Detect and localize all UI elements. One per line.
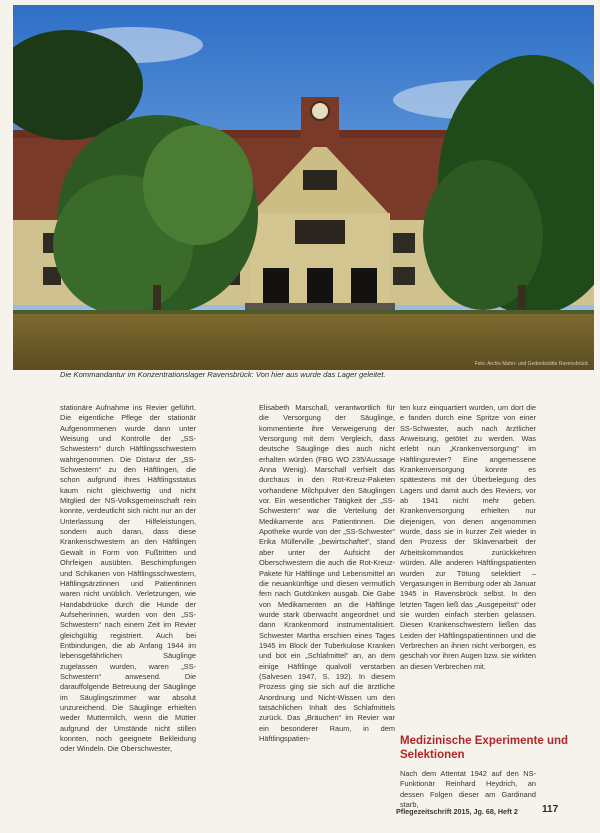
text-column-2 — [259, 403, 395, 803]
text-column-1 — [60, 403, 196, 803]
photo-caption: Die Kommandantur im Konzentrationslager Ravensbrück: Von hier aus wurde das Lager geleitet. — [60, 370, 386, 379]
column-3-text: ten kurz einquartiert wurden, um dort die e fanden durch eine Spritze von einer SS-Schwester, auch nach ärztlicher Anweisung, getötet zu werden. Was erlebt nun „Krankenversorgung“ im Häftlingsrevier? Eine angemessene Krankenversorgung konnte es spätestens mit der Überbelegung des Lagers und damit auch des Reviers, vor ab 1941 nicht mehr geben. Krankenversorgung erhielten nur diejenigen, von denen angenommen wurde, dass sie in kurzer Zeit wieder in den Prozess der Sklavenarbeit der Arbeitskommandos zurückkehren würden. Alle anderen Häftlingspatienten wurden zur Tötung selektiert – Vergasungen in Bernburg oder ab Januar 1945 in Ravensbrück selbst. In den letzten Tagen ließ das „Ausgepeitst“ oder sie wurden einfach sterben gelassen. Diesen Krankenschwestern ließen das Leiden der Häftlingspatientinnen und die Verbrechen an ihnen nicht verborgen, es geschah vor ihren Augen bzw. sie wirkten an diesen Verbrechen mit. — [400, 403, 536, 671]
column-2-text: Elisabeth Marschall, verantwortlich für die Versorgung der Säuglinge, kommentierte ihre Verweigerung der Versorgung mit dem Vergleich, dass deutsche Säuglinge dies auch nicht erhalten würden (FBG WO 235/Aussage Anna Wenig). Marschall verhielt das durchaus in den Rot-Kreuz-Paketen vorhandene Milchpulver den Säuglingen vor. Ein wesentlicher Tätigkeit der „SS-Schwestern“ war die Verteilung der Medikamente ans Patientinnen. Die Apotheke wurde von der „SS-Schwester“ Erika Müllerville „bewirtschaftet“, stand aber unter der Aufsicht der Oberschwestern die auch die Rot-Kreuz-Pakete für Häftlinge und Lebensmittel an die neuankünftige und diesen vermutlich fern nach Gutdünken ausgab. Die Gabe von Medikamenten an die Häftlinge wurde stark überwacht angeordnet und dann Krankenmord instrumentalisiert. Schwester Martha erschien eines Tages 1945 im Block der Tuberkulose Kranken und bot ein „Schlafmittel“ an, an dem einige Häftlinge qualvoll verstarben (Salvesen 1947, S. 192). In diesem Prozess ging sie sich auf die ärztliche Anordnung und Nicht-Wissen um den tatsächlichen Inhalt des Schlafmittels zurück. Das „Bräuchen“ im Revier war ein besonderer Raum, in dem Häftlingspatien- — [259, 403, 395, 743]
section-heading: Medizinische Experimente und Selektionen — [400, 735, 569, 761]
column-1-text: stationäre Aufnahme ins Revier geführt. Die eigentliche Pflege der stationär Aufgenommenen wurde dann unter Weisung und Kontrolle der „SS-Schwestern“ durch Häftlingsschwestern wahrgenommen. Die Distanz der „SS-Schwestern“ zu den Häftlingen, die schon aufgrund ihres Häftlingsstatus kaum nicht gleichwertig und nicht Mitglied der NS-Volksgemeinschaft rein konnte, verdeutlicht sich nicht nur an der Unterlassung der Hilfeleistungen, sondern auch daran, dass diese Krankenschwestern an den Häftlingen Gewalt in Form von Fußtritten und Ohrfeigen ausübten. Beschimpfungen und Schikanen von Häftlingsschwestern, Häftlingsärztinnen und Patientinnen waren nicht unüblich. Verletzungen, wie Handabdrücke durch die Hunde der Aufseherinnen, wurden von den „SS-Schwestern“ nach einem Zeit im Revier gleichgültig registriert. Auch bei Entbindungen, die ab Anfang 1944 im lebensgefährlichen Säuglinge zugelassen wurden, waren „SS-Schwestern“ anwesend. Die darauffolgende Betreuung der Säuglinge im Säuglingszimmer war absolut unzureichend. Die Säuglinge erhielten weder Muttermilch, wenn die Mütter aufgrund der Umstände nicht stillen konnten, noch geeignete Bekleidung oder Windeln. Die Oberschwester, — [60, 403, 196, 754]
photo-credit: Foto: Archiv Mahn- und Gedenkstätte Ravensbrück — [474, 361, 588, 367]
building-photo — [13, 5, 594, 370]
section-text: Nach dem Attentat 1942 auf den NS-Funktionär Reinhard Heydrich, an dessen Folgen dieser am Gardinand starb, — [400, 769, 536, 810]
page-number: 117 — [542, 804, 559, 815]
journal-footer: Pflegezeitschrift 2015, Jg. 68, Heft 2 — [396, 807, 518, 816]
section-body — [400, 769, 536, 810]
building-photo-illustration — [13, 5, 594, 370]
